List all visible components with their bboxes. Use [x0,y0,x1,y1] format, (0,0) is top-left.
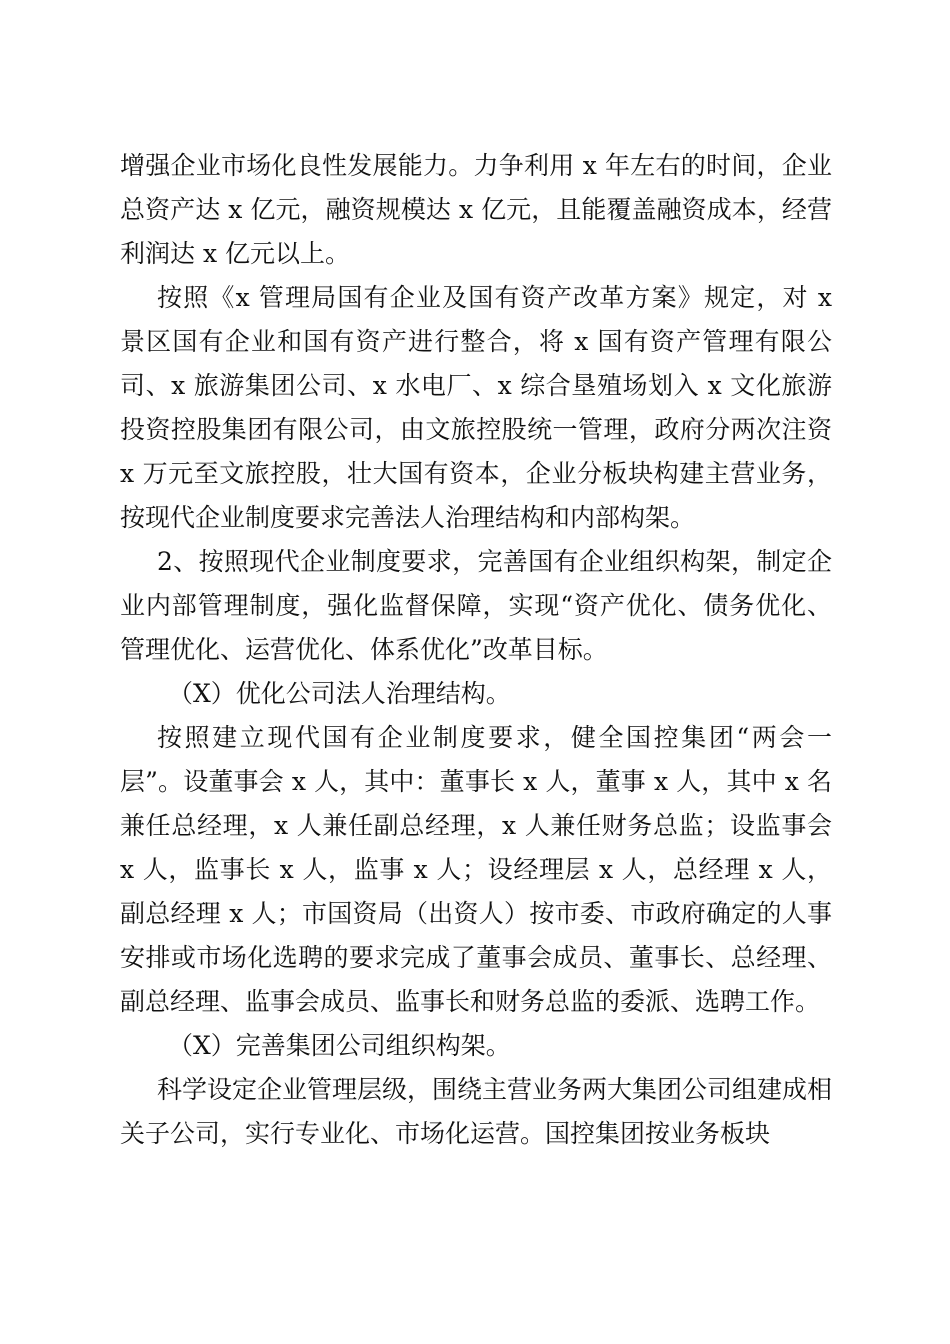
paragraph-organization-structure: 2、按照现代企业制度要求，完善国有企业组织构架，制定企业内部管理制度，强化监督保障，实现“资产优化、债务优化、管理优化、运营优化、体系优化”改革目标。 [120,547,832,664]
paragraph-reform-plan: 按照《x 管理局国有企业及国有资产改革方案》规定，对 x 景区国有企业和国有资产进行整合，将 x 国有资产管理有限公司、x 旅游集团公司、x 水电厂、x 综合垦殖场划入 x 文化旅游投资控股集团有限公司，由文旅控股统一管理，政府分两次注资 x 万元至文旅控股，壮大国有资本，企业分板块构建主营业务，按现代企业制度要求完善法人治理结构和内部构架。 [120,283,832,532]
section-heading-group-structure: （X）完善集团公司组织构架。 [168,1031,511,1060]
paragraph-management-levels: 科学设定企业管理层级，围绕主营业务两大集团公司组建成相关子公司，实行专业化、市场化运营。国控集团按业务板块 [120,1075,833,1148]
section-heading-governance: （X）优化公司法人治理结构。 [168,679,511,708]
paragraph-governance-details: 按照建立现代国有企业制度要求，健全国控集团“两会一层”。设董事会 x 人，其中：董事长 x 人，董事 x 人，其中 x 名兼任总经理，x 人兼任副总经理，x 人兼任财务总监；设监事会 x 人，监事长 x 人，监事 x 人；设经理层 x 人，总经理 x 人，副总经理 x 人；市国资局（出资人）按市委、市政府确定的人事安排或市场化选聘的要求完成了董事会成员、董事长、总经理、副总经理、监事会成员、监事长和财务总监的委派、选聘工作。 [120,723,832,1016]
paragraph-development-goals: 增强企业市场化良性发展能力。力争利用 x 年左右的时间，企业总资产达 x 亿元，融资规模达 x 亿元，且能覆盖融资成本，经营利润达 x 亿元以上。 [120,151,832,268]
document-body [120,144,832,1156]
